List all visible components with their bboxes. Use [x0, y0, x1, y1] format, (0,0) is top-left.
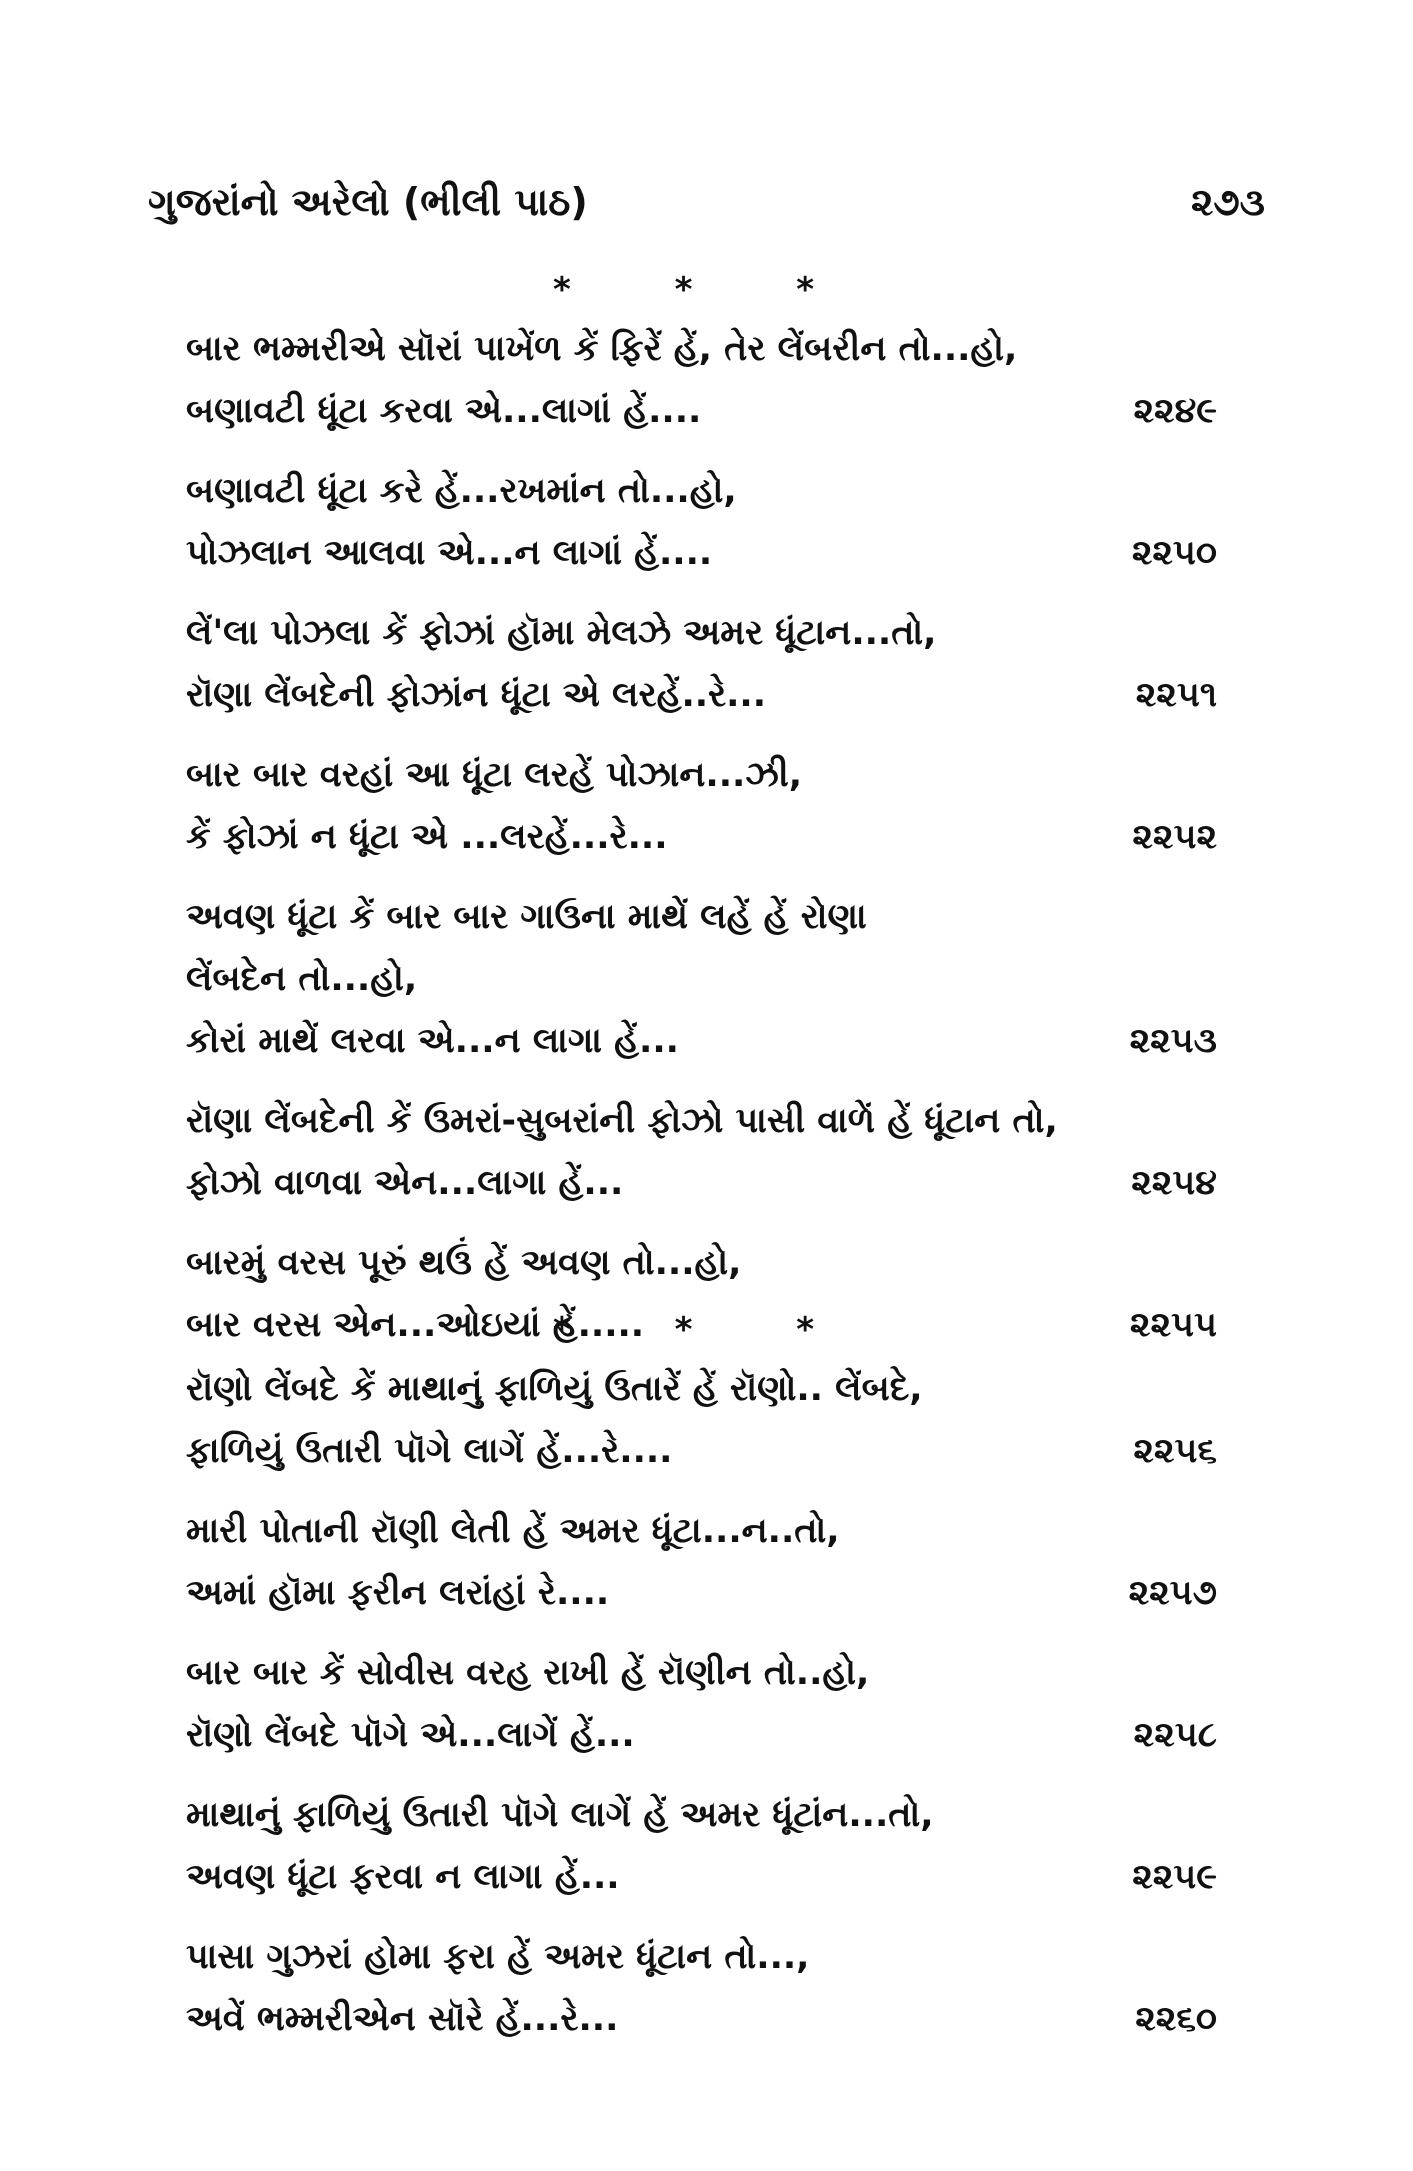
- verse-line-text: કોરાં માથેં લરવા એ...ન લાગા હેં...: [186, 1021, 679, 1061]
- verse-line: [186, 460, 1217, 522]
- section-separator-top: * * *: [552, 270, 860, 310]
- verse-line: [186, 602, 1217, 664]
- verse-line: [186, 1152, 1217, 1214]
- verse-line-text: અવણ ધૂંટા ફરવા ન લાગા હેં...: [186, 1857, 620, 1897]
- verse-line-text: રૉણો લેંબદે પૉગે એ...લાગેં હેં...: [186, 1715, 635, 1755]
- verse-line-text: અવેં ભમ્મરીએન સૉરે હેં...રે...: [186, 1999, 619, 2039]
- running-title: ગુજરાંનો અરેલો (ભીલી પાઠ): [148, 180, 588, 224]
- verse-line-text: મારી પોતાની રૉણી લેતી હેં અમર ધૂંટા...ન..તો,: [186, 1511, 840, 1551]
- verse-line: [186, 522, 1217, 584]
- verse-number: ૨૨૫૩: [1129, 1021, 1217, 1061]
- verse-line-text: બાર ભમ્મરીએ સૉરાં પાખેંળ કેં ફિરેં હેં, તેર લેંબરીન તો...હો,: [186, 329, 1018, 369]
- section-separator-middle: * * *: [552, 1310, 860, 1350]
- verse-line: [186, 1562, 1217, 1624]
- verse-number: ૨૨૪૯: [1133, 391, 1217, 431]
- verse-number: ૨૨૫૭: [1128, 1573, 1217, 1613]
- verse-line: [186, 1420, 1217, 1482]
- verse-line: [186, 806, 1217, 868]
- verse-line-text: બાર વરસ એન...ઓઇયાં હેં.....: [186, 1305, 645, 1345]
- verse-line-text: બણાવટી ધૂંટા કરવા એ...લાગાં હેં....: [186, 391, 702, 431]
- verse-line: [186, 1846, 1217, 1908]
- verse-line-text: લેંબદેન તો...હો,: [186, 959, 418, 999]
- verse-line-text: પોઝલાન આલવા એ...ન લાગાં હેં....: [186, 533, 713, 573]
- verse-line-text: રૉણો લેંબદે કેં માથાનું ફાળિયું ઉતારેં હેં રૉણો.. લેંબદે,: [186, 1369, 923, 1409]
- verse: [186, 886, 1217, 1072]
- verse: [186, 1926, 1217, 2050]
- page-number: ૨૭૩: [1190, 180, 1265, 224]
- verse: [186, 1500, 1217, 1624]
- verse-line: [186, 1090, 1217, 1152]
- verse-number: ૨૨૫૯: [1132, 1857, 1217, 1897]
- verse-number: ૨૨૫૫: [1129, 1305, 1217, 1345]
- verse-line-text: બાર બાર કેં સોવીસ વરહ રાખી હેં રૉણીન તો..હો,: [186, 1653, 870, 1693]
- verse: [186, 1358, 1217, 1482]
- verse-line-text: પાસા ગુઝરાં હોમા ફરા હેં અમર ધૂંટાન તો...,: [186, 1937, 810, 1977]
- verse-line: [186, 1232, 1217, 1294]
- verse: [186, 1784, 1217, 1908]
- verse-line-text: બારમું વરસ પૂરું થઉં હેં અવણ તો...હો,: [186, 1243, 742, 1283]
- verse: [186, 602, 1217, 726]
- verse-line-text: અવણ ધૂંટા કેં બાર બાર ગાઉના માથેં લહેં હેં રોણા: [186, 897, 867, 937]
- verse-number: ૨૨૫૧: [1135, 675, 1217, 715]
- verse-line: [186, 318, 1217, 380]
- verse-line: [186, 1010, 1217, 1072]
- verse-line: [186, 1926, 1217, 1988]
- verse-number: ૨૨૫૬: [1133, 1431, 1217, 1471]
- verse-line: [186, 744, 1217, 806]
- verse: [186, 1642, 1217, 1766]
- verse-line-text: અમાં હૉમા ફરીન લરાંહાં રે....: [186, 1573, 610, 1613]
- verse: [186, 460, 1217, 584]
- verse-line: [186, 948, 1217, 1010]
- verse: [186, 744, 1217, 868]
- verse-line: [186, 1704, 1217, 1766]
- verse-line-text: કેં ફોઝાં ન ધૂંટા એ ...લરહેં...રે...: [186, 817, 668, 857]
- verse-line: [186, 380, 1217, 442]
- verse-line-text: બણાવટી ધૂંટા કરે હેં...રખમાંન તો...હો,: [186, 471, 737, 511]
- verse-line-text: માથાનું ફાળિયું ઉતારી પૉગે લાગેં હેં અમર ધૂંટાંન...તો,: [186, 1795, 934, 1835]
- verses-part-1: [186, 318, 1217, 1374]
- verse-line-text: લેં'લા પોઝલા કેં ફોઝાં હૉમા મેલઝે અમર ધૂંટાન...તો,: [186, 613, 937, 653]
- page-header: [148, 180, 1265, 225]
- verse-line: [186, 1500, 1217, 1562]
- verse-line: [186, 1988, 1217, 2050]
- verse-number: ૨૨૫૦: [1131, 533, 1217, 573]
- verse-line-text: ફોઝો વાળવા એન...લાગા હેં...: [186, 1163, 624, 1203]
- verse-line: [186, 1642, 1217, 1704]
- verse-number: ૨૨૫૪: [1131, 1163, 1217, 1203]
- verses-part-2: [186, 1358, 1217, 2068]
- verse-line: [186, 1358, 1217, 1420]
- verse-number: ૨૨૬૦: [1135, 1999, 1217, 2039]
- verse: [186, 1090, 1217, 1214]
- verse-line: [186, 664, 1217, 726]
- verse-line-text: રૉણા લેંબદેની કેં ઉમરાં-સુબરાંની ફોઝો પાસી વાળેં હેં ધૂંટાન તો,: [186, 1101, 1058, 1141]
- verse: [186, 318, 1217, 442]
- verse-number: ૨૨૫૮: [1133, 1715, 1217, 1755]
- verse-line: [186, 1784, 1217, 1846]
- verse-number: ૨૨૫૨: [1132, 817, 1217, 857]
- verse-line-text: બાર બાર વરહાં આ ધૂંટા લરહેં પોઝાન...ઝી,: [186, 755, 803, 795]
- verse-line: [186, 886, 1217, 948]
- verse-line-text: રૉણા લેંબદેની ફોઝાંન ધૂંટા એ લરહેં..રે...: [186, 675, 767, 715]
- verse-line-text: ફાળિયું ઉતારી પૉગે લાગેં હેં...રે....: [186, 1431, 673, 1471]
